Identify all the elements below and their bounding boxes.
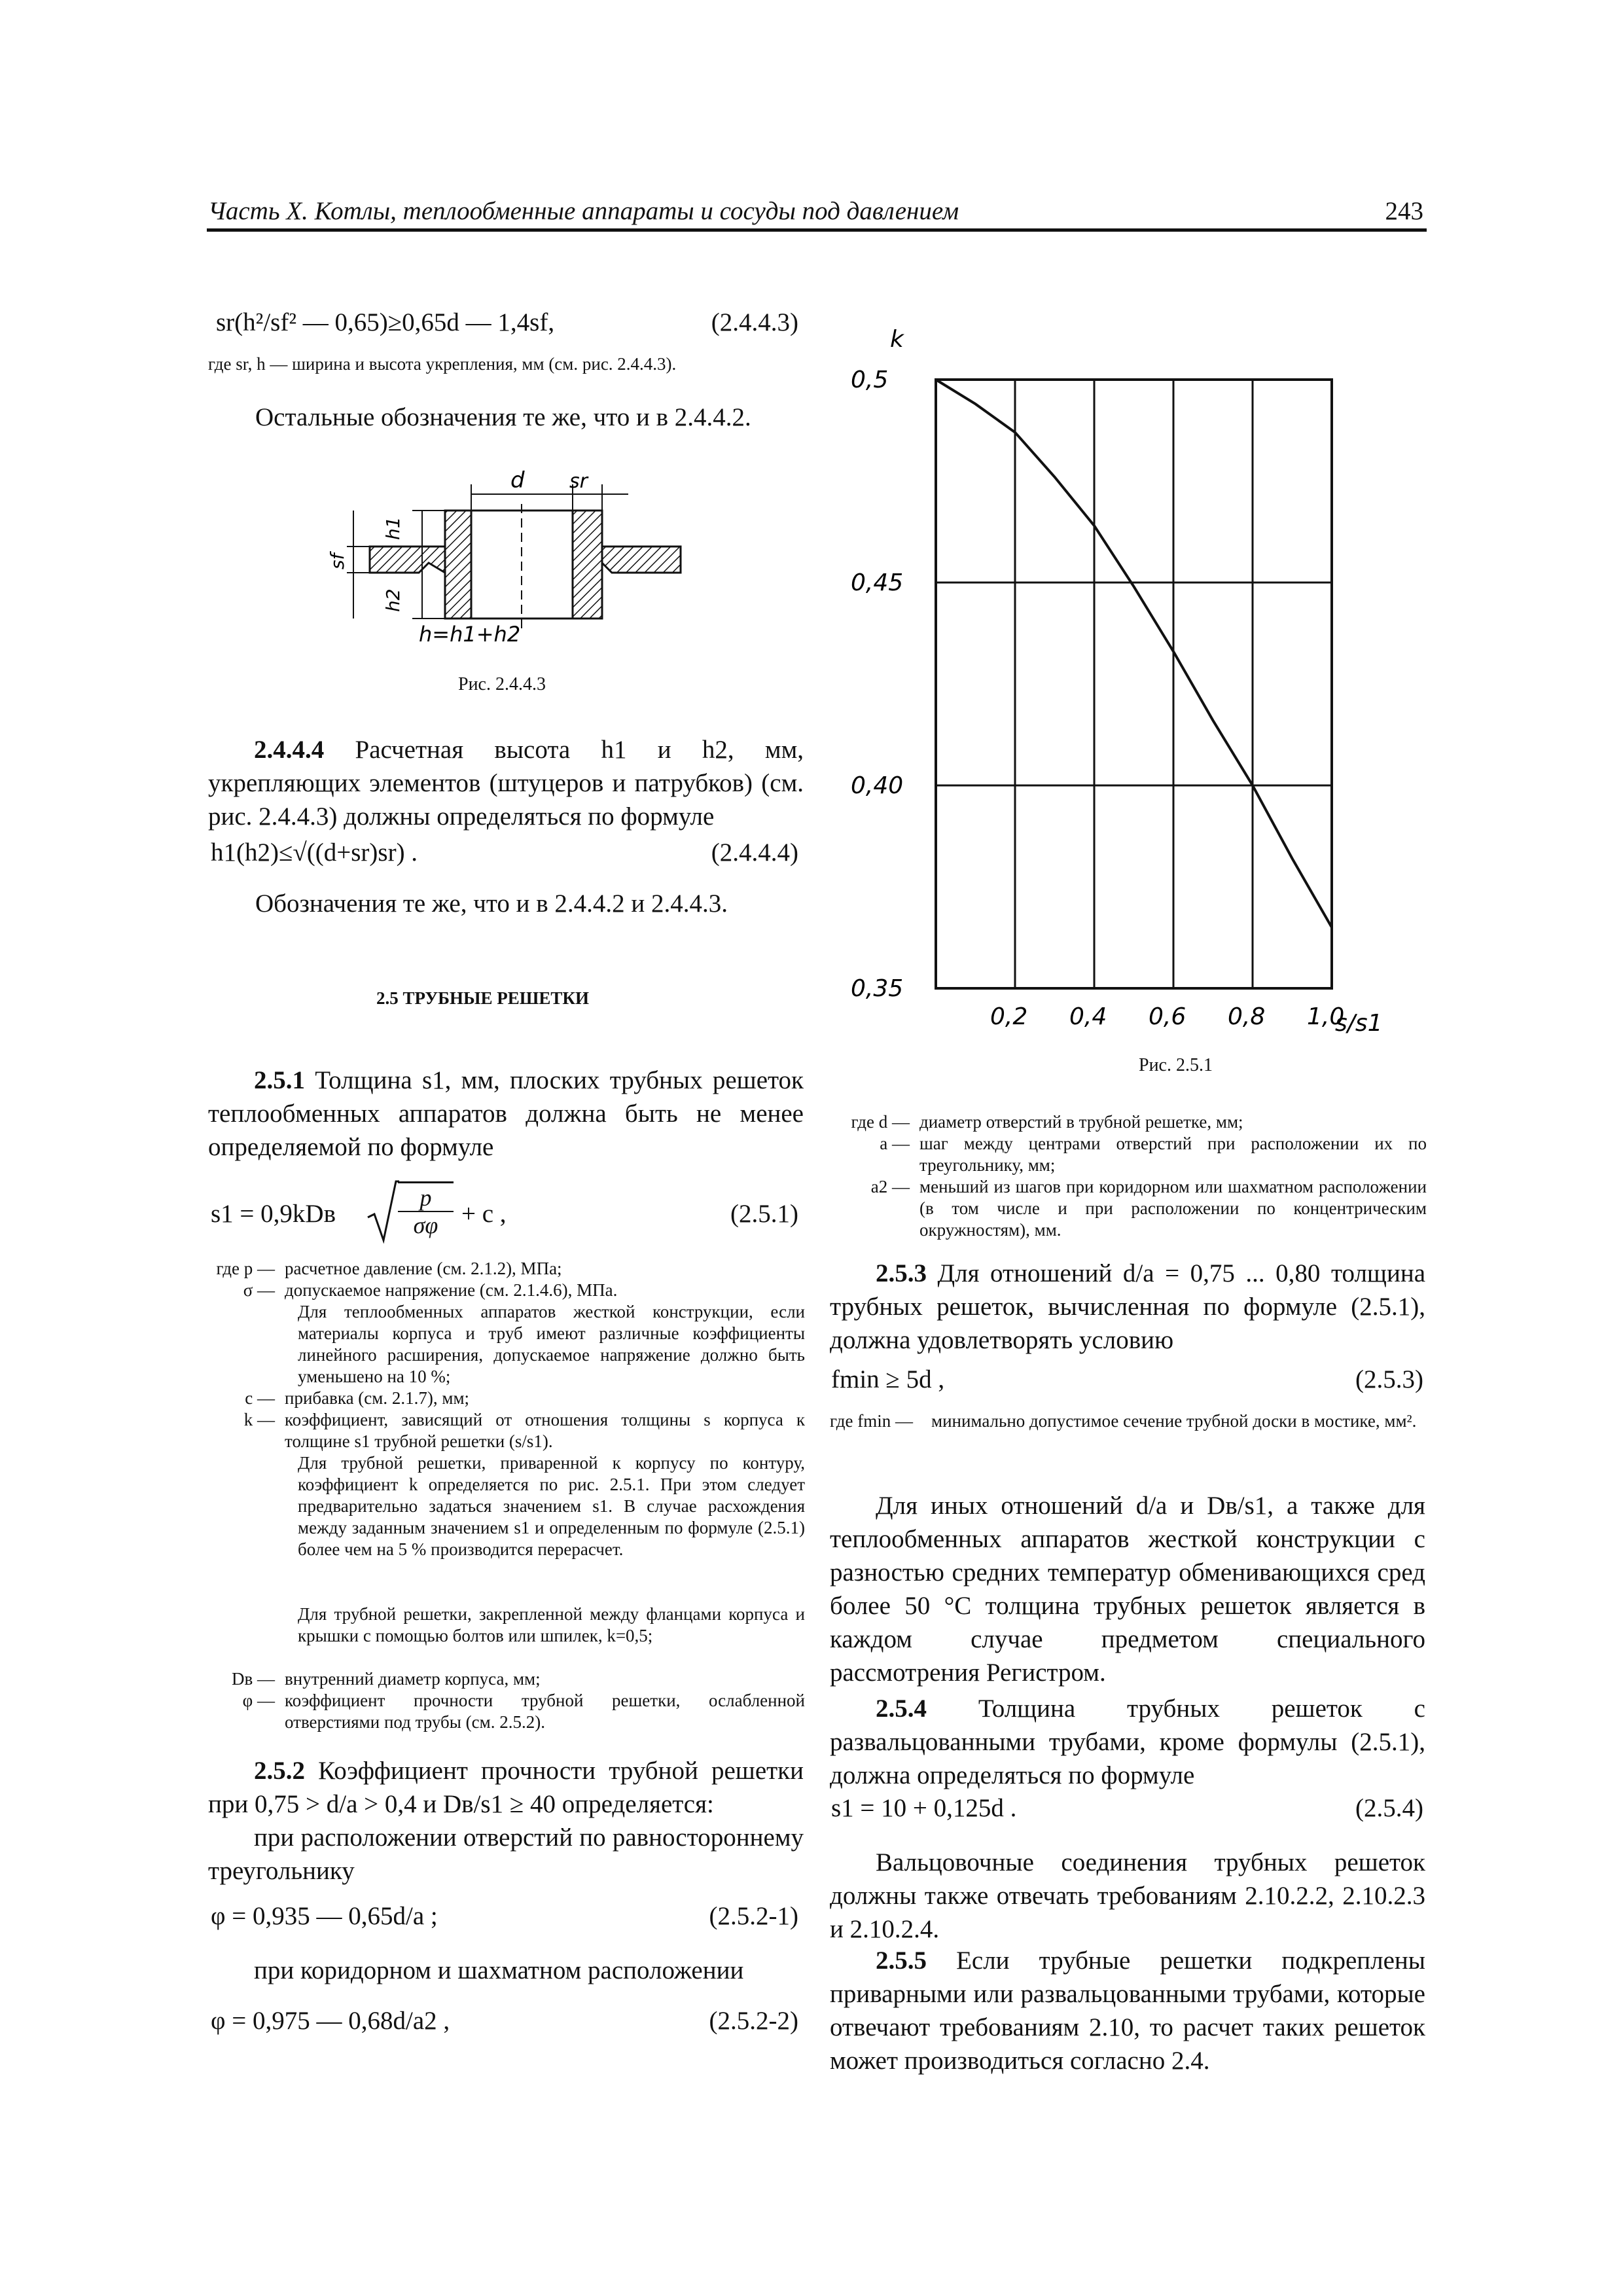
- chart-x-tick-label: 1,0: [1307, 1003, 1345, 1030]
- equation-251-number: (2.5.1): [730, 1200, 798, 1228]
- label-sf: sf: [327, 553, 348, 569]
- equation-2521-number: (2.5.2-1): [709, 1902, 798, 1930]
- equation-2444-number: (2.4.4.4): [711, 838, 798, 867]
- equation-251-fraction: [398, 1181, 454, 1238]
- label-h1: h1: [382, 516, 404, 540]
- equation-2522-number: (2.5.2-2): [709, 2007, 798, 2035]
- chart-series-line: [936, 380, 1332, 927]
- paragraph-255: [830, 1944, 1425, 2077]
- plate-left: [370, 547, 445, 573]
- notation-2444-note: Обозначения те же, что и в 2.4.4.2 и 2.4.4.3.: [255, 889, 728, 918]
- paragraph-251-text: Толщина s1, мм, плоских трубных решеток теплообменных аппаратов должна быть не менее определяемой по формуле: [208, 1066, 804, 1161]
- equation-251-left: s1 = 0,9kDв: [211, 1200, 336, 1228]
- paragraph-252-b: при коридорном и шахматном расположении: [254, 1956, 744, 1984]
- equation-251-right: + c ,: [461, 1200, 507, 1228]
- chart-x-tick-label: 0,8: [1228, 1003, 1266, 1030]
- equation-2443-number: (2.4.4.3): [711, 308, 798, 336]
- chart-y-tick-label: 0,35: [851, 975, 904, 1002]
- paragraph-253-text: Для отношений d/a = 0,75 ... 0,80 толщина трубных решеток, вычисленная по формуле (2.5.1), должна удовлетворять условию: [830, 1259, 1426, 1354]
- paragraph-252-a: при расположении отверстий по равностороннему треугольнику: [208, 1823, 804, 1885]
- chart-k-vs-ratio: [851, 321, 1440, 1054]
- pipe-wall-right: [573, 511, 602, 619]
- equation-253-number: (2.5.3): [1355, 1365, 1423, 1393]
- label-h-sum: h=h1+h2: [419, 622, 521, 647]
- chart-x-tick-label: 0,6: [1149, 1003, 1186, 1030]
- equation-2521: φ = 0,935 — 0,65d/a ;: [211, 1902, 438, 1930]
- chart-frame: [936, 380, 1332, 988]
- paragraph-251: [208, 1064, 804, 1164]
- paragraph-252-text: Коэффициент прочности трубной решетки при 0,75 > d/a > 0,4 и Dв/s1 ≥ 40 определяется:: [208, 1757, 804, 1818]
- paragraph-252: [208, 1754, 804, 1821]
- header-rule: [207, 228, 1427, 232]
- equation-254-number: (2.5.4): [1355, 1794, 1423, 1822]
- label-d: d: [510, 467, 525, 493]
- paragraph-2444-text: Расчетная высота h1 и h2, мм, укрепляющих элементов (штуцеров и патрубков) (см. рис. 2.4.4.3) должны определяться по формуле: [208, 736, 804, 831]
- label-h2: h2: [382, 588, 404, 612]
- equation-254: s1 = 10 + 0,125d .: [831, 1794, 1017, 1822]
- paragraph-255-number: 2.5.5: [876, 1946, 927, 1975]
- chart-y-tick-label: 0,40: [851, 772, 904, 799]
- rest-notation-note: Остальные обозначения те же, что и в 2.4.4.2.: [255, 403, 751, 431]
- chart-x-label: s/s1: [1335, 1010, 1383, 1037]
- chart-y-label: k: [890, 326, 904, 353]
- paragraph-254-b: Вальцовочные соединения трубных решеток должны также отвечать требованиям 2.10.2.2, 2.10.2.3 и 2.10.2.4.: [830, 1848, 1425, 1943]
- equation-251: [211, 1199, 336, 1229]
- equation-2444: h1(h2)≤√((d+sr)sr) .: [211, 838, 418, 867]
- equation-251-denominator: σφ: [413, 1212, 438, 1238]
- chart-grid: [936, 380, 1332, 988]
- page-number: 243: [1385, 197, 1423, 225]
- equation-251-numerator: p: [398, 1185, 454, 1212]
- label-sr: sr: [569, 470, 588, 493]
- chart-y-tick-label: 0,5: [851, 367, 889, 393]
- running-header-title: Часть X. Котлы, теплообменные аппараты и сосуды под давлением: [208, 197, 959, 225]
- sqrt-symbol: [366, 1178, 399, 1244]
- paragraph-255-text: Если трубные решетки подкреплены приварными или развальцованными трубами, которые отвечают требованиям 2.10, то расчет таких решеток может производиться согласно 2.4.: [830, 1946, 1426, 2075]
- equation-253: fmin ≥ 5d ,: [831, 1365, 945, 1393]
- paragraph-254: [830, 1692, 1425, 1792]
- chart-y-tick-label: 0,45: [851, 569, 904, 596]
- figure-2443: [314, 458, 707, 655]
- paragraph-254-text: Толщина трубных решеток с развальцованными трубами, кроме формулы (2.5.1), должна определяться по формуле: [830, 1695, 1425, 1789]
- equation-2443-where: где sr, h — ширина и высота укрепления, мм (см. рис. 2.4.4.3).: [208, 354, 677, 374]
- paragraph-other-ratios: Для иных отношений d/a и Dв/s1, а также для теплообменных аппаратов жесткой конструкции с разностью средних температур обменивающихся сред более 50 °С толщина трубных решеток является в каждом случае предметом специального рассмотрения Регистром.: [830, 1492, 1425, 1687]
- pipe-wall-left: [445, 511, 471, 619]
- equation-2443: sr(h²/sf² — 0,65)≥0,65d — 1,4sf,: [216, 308, 555, 336]
- paragraph-254-number: 2.5.4: [876, 1695, 927, 1723]
- paragraph-251-number: 2.5.1: [254, 1066, 305, 1094]
- plate-right: [602, 547, 681, 573]
- paragraph-252-number: 2.5.2: [254, 1757, 305, 1785]
- chart-x-tick-label: 0,4: [1069, 1003, 1107, 1030]
- equation-2522: φ = 0,975 — 0,68d/a2 ,: [211, 2007, 450, 2035]
- paragraph-253: [830, 1257, 1425, 1357]
- paragraph-2444-number: 2.4.4.4: [254, 736, 325, 764]
- paragraph-2444: [208, 733, 804, 833]
- chart-caption: Рис. 2.5.1: [1139, 1055, 1213, 1075]
- section-title-25: 2.5 ТРУБНЫЕ РЕШЕТКИ: [376, 988, 590, 1008]
- paragraph-253-number: 2.5.3: [876, 1259, 927, 1287]
- figure-2443-caption: Рис. 2.4.4.3: [458, 674, 546, 694]
- chart-ticks: [851, 367, 1344, 1030]
- chart-x-tick-label: 0,2: [990, 1003, 1028, 1030]
